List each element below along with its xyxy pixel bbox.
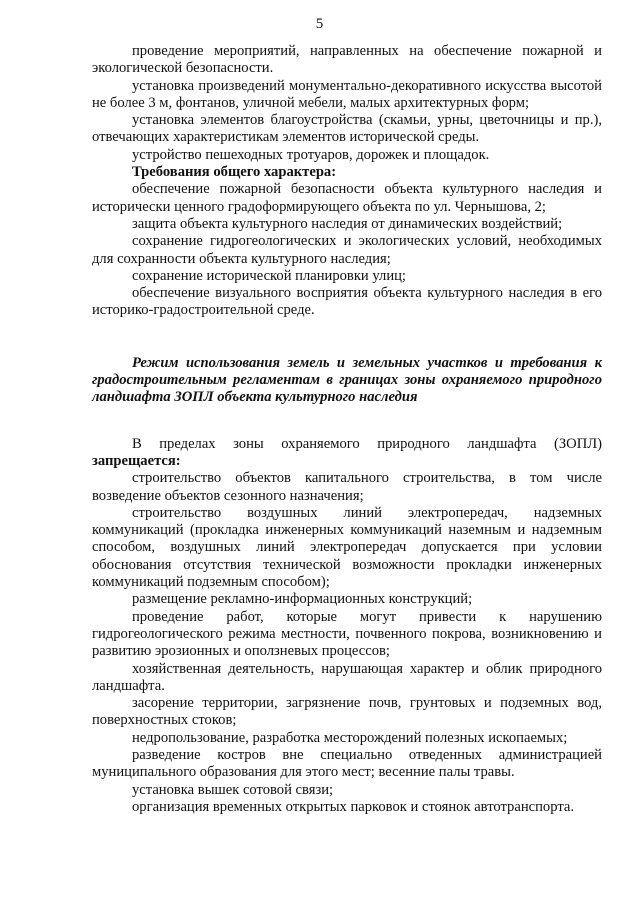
paragraph: разведение костров вне специально отведенных администрацией муниципального образования для этого мест; весенние палы травы. (92, 746, 602, 781)
paragraph: проведение работ, которые могут привести к нарушению гидрогеологического режима местности, почвенного покрова, возникновению и развитию эрозионных и оползневых процессов; (92, 608, 602, 660)
paragraph: установка элементов благоустройства (скамьи, урны, цветочницы и пр.), отвечающих характеристикам элементов исторической среды. (92, 112, 602, 146)
paragraph: строительство воздушных линий электропередач, надземных коммуникаций (прокладка инженерных коммуникаций наземным и надземным способом, воздушных линий электропередач допускается при условии обоснования отсутствия технической возможности прокладки инженерных коммуникаций подземным способом); (92, 504, 602, 591)
paragraph: хозяйственная деятельность, нарушающая характер и облик природного ландшафта. (92, 660, 602, 694)
intro-paragraph (92, 436, 602, 471)
paragraph: сохранение гидрогеологических и экологических условий, необходимых для сохранности объекта культурного наследия; (92, 233, 602, 267)
paragraph: установка вышек сотовой связи; (132, 781, 334, 798)
paragraph: недропользование, разработка месторождений полезных ископаемых; (132, 729, 568, 746)
paragraph: обеспечение пожарной безопасности объекта культурного наследия и исторически ценного градоформирующего объекта по ул. Чернышова, 2; (92, 181, 602, 215)
paragraph: сохранение исторической планировки улиц; (132, 267, 406, 284)
paragraph: обеспечение визуального восприятия объекта культурного наследия в его историко-градостроительной среде. (92, 285, 602, 319)
intro-bold: запрещается: (92, 452, 181, 469)
paragraph: защита объекта культурного наследия от динамических воздействий; (132, 215, 563, 232)
paragraph: засорение территории, загрязнение почв, грунтовых и подземных вод, поверхностных стоков; (92, 695, 602, 729)
paragraph: строительство объектов капитального строительства, в том числе возведение объектов сезонного назначения; (92, 470, 602, 504)
paragraph: установка произведений монументально-декоративного искусства высотой не более 3 м, фонтанов, уличной мебели, малых архитектурных форм; (92, 77, 602, 111)
paragraph: размещение рекламно-информационных конструкций; (132, 591, 473, 608)
general-requirements-title: Требования общего характера: (132, 164, 337, 181)
paragraph: устройство пешеходных тротуаров, дорожек и площадок. (132, 146, 490, 163)
paragraph: организация временных открытых парковок и стоянок автотранспорта. (132, 798, 575, 815)
paragraph: проведение мероприятий, направленных на обеспечение пожарной и экологической безопасности. (92, 43, 602, 77)
section-heading: Режим использования земель и земельных участков и требования к градостроительным регламентам в границах зоны охраняемого природного ландшафта ЗОПЛ объекта культурного наследия (92, 354, 602, 406)
page-number: 5 (315, 16, 324, 32)
intro-text: В пределах зоны охраняемого природного ландшафта (ЗОПЛ) (132, 435, 602, 452)
document-body (92, 43, 602, 816)
